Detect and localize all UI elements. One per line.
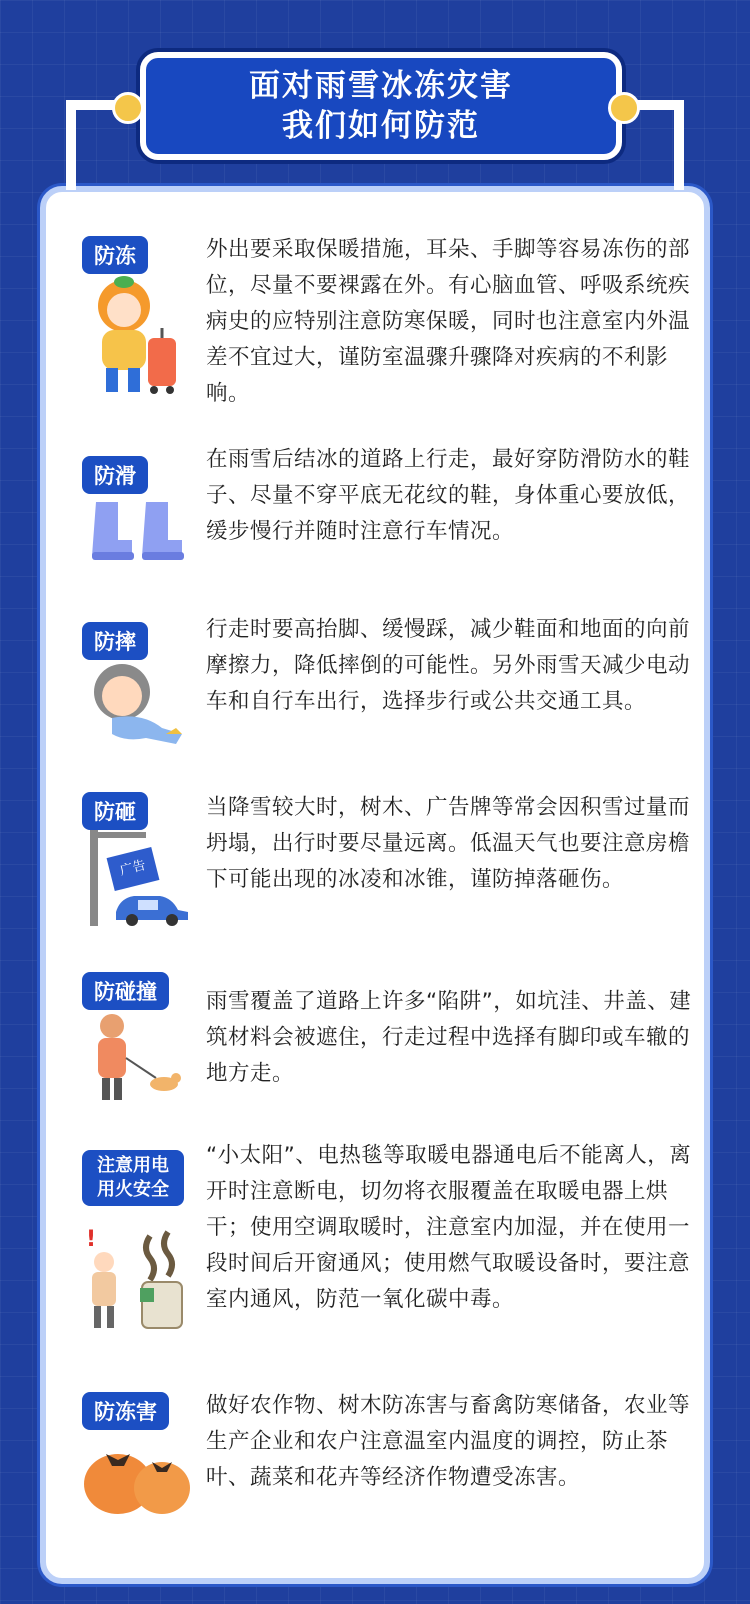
page-title [140,52,622,160]
section-badge: 防碰撞 [82,972,169,1010]
section-badge: 防冻 [82,236,148,274]
section-text: 外出要采取保暖措施，耳朵、手脚等容易冻伤的部位，尽量不要裸露在外。有心脑血管、呼吸系统疾病史的应特别注意防寒保暖，同时也注意室内外温差不宜过大，谨防室温骤升骤降对疾病的不利影响。 [206,237,691,406]
content-card [40,186,710,1584]
section-badge: 防砸 [82,792,148,830]
title-dot-left [112,92,144,124]
title-post-right [674,100,684,190]
billboard-car-illustration [82,830,192,930]
section-text: “小太阳”、电热毯等取暖电器通电后不能离人，离开时注意断电，切勿将衣服覆盖在取暖电器上烘干；使用空调取暖时，注意室内加湿，并在使用一段时间后开窗通风；使用燃气取暖设备时，要注意室内通风，防范一氧化碳中毒。 [206,1143,692,1312]
child-with-luggage-illustration [82,272,182,402]
section-text: 在雨雪后结冰的道路上行走，最好穿防滑防水的鞋子、尽量不穿平底无花纹的鞋，身体重心要放低，缓步慢行并随时注意行车情况。 [206,447,691,544]
section-badge: 注意用电用火安全 [82,1150,184,1206]
section-text: 做好农作物、树木防冻害与畜禽防寒储备，农业等生产企业和农户注意温室内温度的调控，防止茶叶、蔬菜和花卉等经济作物遭受冻害。 [206,1393,691,1490]
title-dot-right [608,92,640,124]
pole-arm [90,832,146,838]
billboard-sign: 广告 [107,847,160,891]
falling-elder-illustration [82,658,192,748]
section-badge: 防摔 [82,622,148,660]
svg-text:!: ! [86,1227,97,1252]
car-icon [112,890,192,926]
section-text: 行走时要高抬脚、缓慢踩，减少鞋面和地面的向前摩擦力，降低摔倒的可能性。另外雨雪天减少电动车和自行车出行，选择步行或公共交通工具。 [206,617,691,714]
title-line-2: 我们如何防范 [282,108,480,144]
section-badge: 防冻害 [82,1392,169,1430]
boots-illustration [82,496,192,566]
section-text: 雨雪覆盖了道路上许多“陷阱”，如坑洼、井盖、建筑材料会被遮住，行走过程中选择有脚印或车辙的地方走。 [206,989,692,1086]
heater-smoke-illustration [82,1222,192,1332]
section-text: 当降雪较大时，树木、广告牌等常会因积雪过量而坍塌，出行时要尽量远离。低温天气也要注意房檐下可能出现的冰凌和冰锥，谨防掉落砸伤。 [206,795,691,892]
title-post-left [66,100,76,190]
title-line-1: 面对雨雪冰冻灾害 [249,68,513,104]
section-badge: 防滑 [82,456,148,494]
pole [90,830,98,926]
walking-dog-illustration [82,1008,192,1108]
persimmon-illustration [82,1432,192,1522]
